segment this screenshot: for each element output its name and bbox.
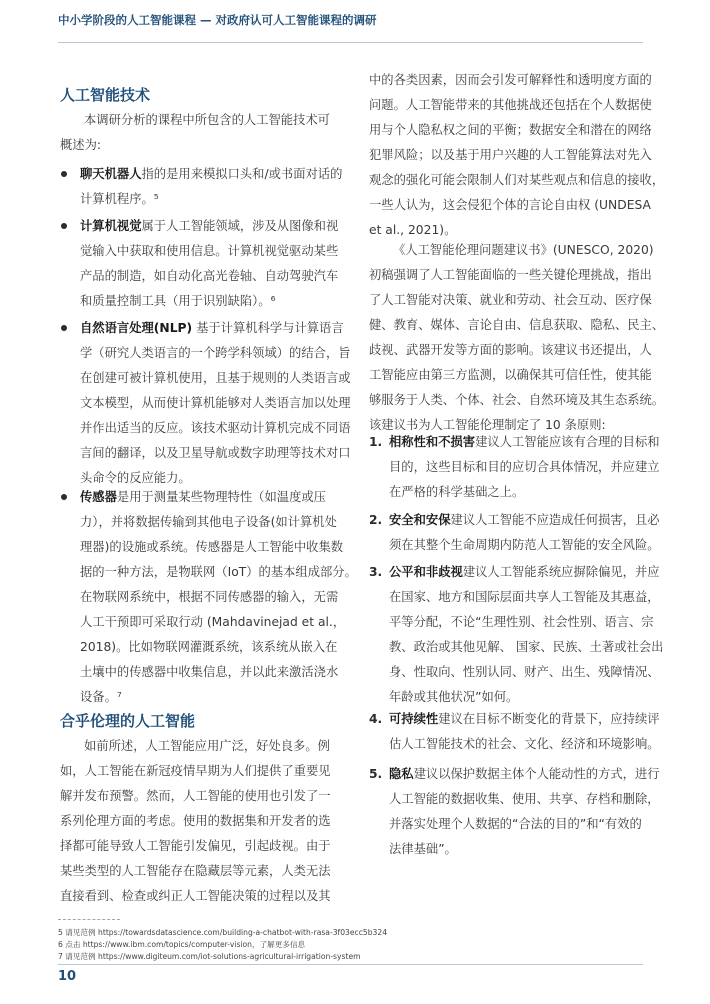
text-line: 并作出适当的反应。该技术驱动计算机完成不同语 bbox=[80, 421, 351, 435]
text-line: 建议在目标不断变化的背景下，应持续评 bbox=[438, 712, 660, 726]
term-label: 相称性和不损害 bbox=[389, 435, 476, 449]
term-label: 自然语言处理(NLP) bbox=[80, 321, 193, 335]
running-header-title: 中小学阶段的人工智能课程 — 对政府认可人工智能课程的调研 bbox=[58, 13, 377, 27]
item-number: 1. bbox=[369, 435, 383, 449]
term-label: 聊天机器人 bbox=[80, 167, 142, 181]
text-line: 教、政治或其他见解、 国家、民族、土著或社会出 bbox=[389, 640, 664, 654]
text-line: 建议人工智能系统应摒除偏见，并应 bbox=[462, 565, 660, 579]
text-line: 指的是用来模拟口头和/或书面对话的 bbox=[141, 167, 343, 181]
bullet-dot-icon bbox=[61, 494, 67, 500]
bullet-dot-icon bbox=[61, 171, 67, 177]
page-number: 10 bbox=[58, 969, 77, 984]
text-line: 目的，这些目标和目的应切合具体情况，并应建立 bbox=[389, 460, 660, 474]
term-label: 公平和非歧视 bbox=[389, 565, 463, 579]
text-line: 人工干预即可采取行动 (Mahdavinejad et al.， bbox=[80, 615, 346, 629]
term-label: 隐私 bbox=[389, 767, 414, 781]
text-line: 如，人工智能在新冠疫情早期为人们提供了重要见 bbox=[60, 764, 331, 778]
text-line: 设备。⁷ bbox=[80, 690, 122, 704]
heading-ai-technologies: 人工智能技术 bbox=[60, 86, 151, 104]
text-line: 须在其整个生命周期内防范人工智能的安全风险。 bbox=[389, 538, 660, 552]
continued-paragraph bbox=[369, 68, 665, 243]
text-line: 和质量控制工具（用于识别缺陷）。⁶ bbox=[80, 294, 276, 308]
term-label: 传感器 bbox=[80, 490, 117, 504]
text-line: 系列伦理方面的考虑。使用的数据集和开发者的选 bbox=[60, 814, 331, 828]
text-line: 学（研究人类语言的一个跨学科领域）的结合，旨 bbox=[80, 346, 351, 360]
text-line: 本调研分析的课程中所包含的人工智能技术可 bbox=[84, 113, 330, 127]
text-line: 健、教育、媒体、言论自由、信息获取、隐私、民主、 bbox=[369, 318, 665, 332]
text-line: 问题。人工智能带来的其他挑战还包括在个人数据使 bbox=[369, 98, 652, 112]
item-number: 5. bbox=[369, 767, 383, 781]
text-line: 一些人认为，这会侵犯个体的言论自由权 (UNDESA bbox=[369, 198, 651, 212]
text-line: 头命令的反应能力。 bbox=[80, 471, 191, 485]
text-line: 理器)的设施或系统。传感器是人工智能中收集数 bbox=[80, 540, 344, 554]
text-line: 《人工智能伦理问题建议书》(UNESCO, 2020) bbox=[393, 243, 654, 257]
text-line: 某些类型的人工智能存在隐藏层等元素，人类无法 bbox=[60, 864, 331, 878]
term-label: 安全和安保 bbox=[389, 513, 451, 527]
item-number: 3. bbox=[369, 565, 383, 579]
text-line: 建议人工智能不应造成任何损害，且必 bbox=[450, 513, 660, 527]
text-line: 观念的强化可能会限制人们对某些观点和信息的接收， bbox=[369, 173, 665, 187]
footer-divider bbox=[58, 964, 643, 965]
text-line: 解并发布预警。然而，人工智能的使用也引发了一 bbox=[60, 789, 331, 803]
text-line: 估人工智能技术的社会、文化、经济和环境影响。 bbox=[389, 737, 660, 751]
text-line: 初稿强调了人工智能面临的一些关键伦理挑战，指出 bbox=[369, 268, 652, 282]
text-line: 建议以保护数据主体个人能动性的方式，进行 bbox=[413, 767, 660, 781]
text-line: 力），并将数据传输到其他电子设备(如计算机处 bbox=[80, 515, 337, 529]
footnote-7: 7 请见范例 https://www.digiteum.com/iot-solutions-agricultural-irrigation-system bbox=[58, 952, 361, 961]
text-line: 在物联网系统中，根据不同传感器的输入，无需 bbox=[80, 590, 339, 604]
text-line: 工智能应由第三方监测，以确保其可信任性，使其能 bbox=[369, 368, 652, 382]
text-line: 在创建可被计算机使用，且基于规则的人类语言或 bbox=[80, 371, 351, 385]
text-line: 了人工智能对决策、就业和劳动、社会互动、医疗保 bbox=[369, 293, 652, 307]
text-line: 2018)。比如物联网灌溉系统，该系统从嵌入在 bbox=[80, 640, 338, 654]
text-line: 法律基础”。 bbox=[389, 842, 457, 856]
text-line: 建议人工智能应该有合理的目标和 bbox=[475, 435, 660, 449]
heading-ethical-ai: 合乎伦理的人工智能 bbox=[60, 712, 196, 730]
term-label: 计算机视觉 bbox=[80, 219, 142, 233]
text-line: 属于人工智能领域，涉及从图像和视 bbox=[141, 219, 339, 233]
text-line: 用与个人隐私权之间的平衡；数据安全和潜在的网络 bbox=[369, 123, 652, 137]
item-number: 2. bbox=[369, 513, 383, 527]
intro-paragraph bbox=[60, 108, 340, 158]
text-line: 概述为: bbox=[60, 138, 102, 152]
footnote-divider bbox=[58, 919, 120, 920]
text-line: 平等分配，不论“生理性别、社会性别、语言、宗 bbox=[389, 615, 654, 629]
text-line: 并落实处理个人数据的“合法的目的”和“有效的 bbox=[389, 817, 642, 831]
term-label: 可持续性 bbox=[389, 712, 439, 726]
text-line: 是用于测量某些物理特性（如温度或压 bbox=[116, 490, 326, 504]
text-line: 言间的翻译，以及卫星导航或数字助理等技术对口 bbox=[80, 446, 351, 460]
text-line: 身、性取向、性别认同、财产、出生、残障情况、 bbox=[389, 665, 660, 679]
text-line: 犯罪风险；以及基于用户兴趣的人工智能算法对先入 bbox=[369, 148, 652, 162]
unesco-paragraph bbox=[369, 238, 665, 438]
text-line: 人工智能的数据收集、使用、共享、存档和删除， bbox=[389, 792, 660, 806]
text-line: 中的各类因素，因而会引发可解释性和透明度方面的 bbox=[369, 73, 652, 87]
item-number: 4. bbox=[369, 712, 383, 726]
text-line: 文本模型，从而使计算机能够对人类语言加以处理 bbox=[80, 396, 351, 410]
text-line: 在严格的科学基础之上。 bbox=[389, 485, 525, 499]
text-line: 择都可能导致人工智能引发偏见，引起歧视。由于 bbox=[60, 839, 331, 853]
text-line: 如前所述，人工智能应用广泛，好处良多。例 bbox=[84, 739, 330, 753]
header-divider bbox=[58, 42, 643, 43]
text-line: 觉输入中获取和使用信息。计算机视觉驱动某些 bbox=[80, 244, 339, 258]
bullet-dot-icon bbox=[61, 223, 67, 229]
text-line: 计算机程序。⁵ bbox=[80, 192, 159, 206]
text-line: 该建议书为人工智能伦理制定了 10 条原则: bbox=[369, 418, 606, 432]
text-line: 土壤中的传感器中收集信息，并以此来激活浇水 bbox=[80, 665, 339, 679]
bullet-dot-icon bbox=[61, 325, 67, 331]
footnote-6: 6 点击 https://www.ibm.com/topics/computer-vision，了解更多信息 bbox=[58, 940, 306, 949]
ethical-ai-paragraph bbox=[60, 734, 340, 909]
text-line: 歧视、武器开发等方面的影响。该建议书还提出，人 bbox=[369, 343, 652, 357]
text-line: et al., 2021)。 bbox=[369, 223, 457, 237]
text-line: 年龄或其他状况”如何。 bbox=[389, 690, 519, 704]
text-line: 产品的制造，如自动化高光卷轴、自动驾驶汽车 bbox=[80, 269, 339, 283]
footnote-5: 5 请见范例 https://towardsdatascience.com/building-a-chatbot-with-rasa-3f03ecc5b324 bbox=[58, 928, 388, 937]
text-line: 够服务于人类、个体、社会、自然环境及其生态系统。 bbox=[369, 393, 665, 407]
text-line: 据的一种方法，是物联网（IoT）的基本组成部分。 bbox=[80, 565, 357, 579]
text-line: 基于计算机科学与计算语言 bbox=[192, 321, 344, 335]
text-line: 在国家、地方和国际层面共享人工智能及其惠益， bbox=[389, 590, 660, 604]
text-line: 直接看到、检查或纠正人工智能决策的过程以及其 bbox=[60, 889, 331, 903]
